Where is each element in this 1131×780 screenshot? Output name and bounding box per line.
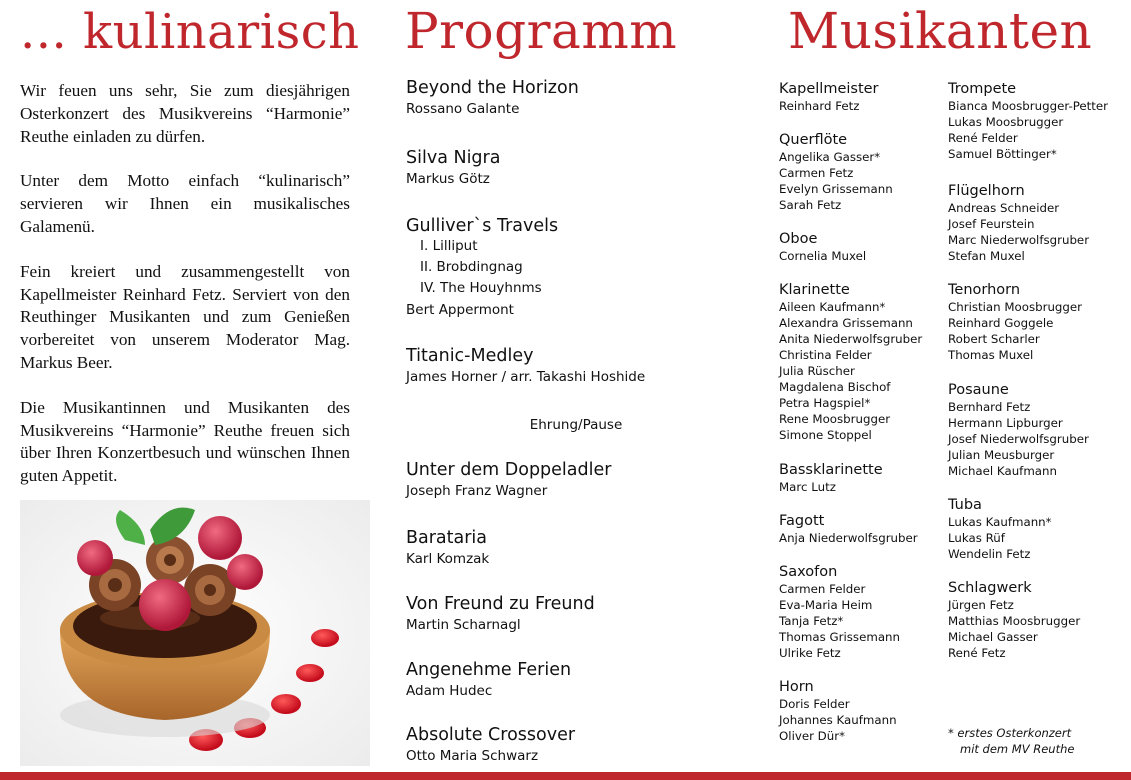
musician-name: Matthias Moosbrugger [948, 614, 1081, 628]
title-kulinarisch: ... kulinarisch [20, 4, 360, 60]
musician-name: Oliver Dür* [779, 729, 845, 743]
musician-name: Reinhard Fetz [779, 99, 860, 113]
instrument-title: Bassklarinette [779, 462, 883, 478]
piece-composer: Martin Scharnagl [406, 617, 521, 633]
musician-name: Angelika Gasser* [779, 150, 881, 164]
pause-label: Ehrung/Pause [529, 417, 623, 433]
piece-title: Gulliver`s Travels [406, 216, 559, 236]
instrument-title: Horn [779, 679, 814, 695]
musician-name: Andreas Schneider [948, 201, 1060, 215]
piece-movement: II. Brobdingnag [420, 259, 523, 275]
musician-name: Lukas Moosbrugger [948, 115, 1064, 129]
musician-name: Anja Niederwolfsgruber [779, 531, 918, 545]
instrument-section [779, 678, 959, 744]
piece-composer: Karl Komzak [406, 551, 490, 567]
musician-name: Thomas Grissemann [779, 630, 901, 644]
instrument-section [948, 579, 1128, 661]
instrument-section [779, 512, 959, 546]
musician-name: Reinhard Goggele [948, 316, 1054, 330]
piece-movement: IV. The Houyhnms [420, 280, 542, 296]
instrument-title: Tenorhorn [948, 282, 1021, 298]
musician-name: Samuel Böttinger* [948, 147, 1057, 161]
musician-name: Robert Scharler [948, 332, 1040, 346]
musician-name: Julia Rüscher [779, 364, 855, 378]
instrument-title: Fagott [779, 513, 825, 529]
musician-name: Magdalena Bischof [779, 380, 891, 394]
musician-name: Cornelia Muxel [779, 249, 867, 263]
musician-name: Christian Moosbrugger [948, 300, 1083, 314]
instrument-section [948, 281, 1128, 363]
dessert-image [20, 500, 370, 766]
musician-name: René Fetz [948, 646, 1006, 660]
musician-name: Julian Meusburger [948, 448, 1055, 462]
piece-title: Absolute Crossover [406, 725, 576, 745]
intro-paragraph-4: Die Musikantinnen und Musikanten des Musikvereins “Harmonie” Reuthe freuen sich über Ihren Konzertbesuch und wünschen Ihnen guten Appetit. [20, 397, 350, 486]
footnote-line-2: mit dem MV Reuthe [960, 742, 1075, 756]
piece-composer: Bert Appermont [406, 302, 514, 318]
instrument-section [779, 281, 959, 443]
musician-name: Bernhard Fetz [948, 400, 1031, 414]
piece-title: Barataria [406, 528, 488, 548]
musician-name: Doris Felder [779, 697, 850, 711]
program-item [406, 148, 746, 187]
musician-name: Josef Feurstein [948, 217, 1035, 231]
musician-name: Anita Niederwolfsgruber [779, 332, 923, 346]
instrument-title: Flügelhorn [948, 183, 1025, 199]
musician-name: Hermann Lipburger [948, 416, 1063, 430]
instrument-title: Tuba [948, 497, 982, 513]
piece-composer: Rossano Galante [406, 101, 520, 117]
footnote-line-1: * erstes Osterkonzert [948, 726, 1072, 740]
program-item [406, 594, 746, 633]
musician-name: Bianca Moosbrugger-Petter [948, 99, 1109, 113]
musician-name: Carmen Felder [779, 582, 866, 596]
musician-name: Lukas Kaufmann* [948, 515, 1052, 529]
piece-movement: I. Lilliput [420, 238, 478, 254]
instrument-section [779, 230, 959, 264]
piece-composer: Adam Hudec [406, 683, 493, 699]
musician-name: Petra Hagspiel* [779, 396, 871, 410]
musician-name: Michael Kaufmann [948, 464, 1057, 478]
musician-name: Sarah Fetz [779, 198, 842, 212]
musician-name: Tanja Fetz* [779, 614, 844, 628]
instrument-section [779, 563, 959, 661]
title-musikanten: Musikanten [788, 2, 1093, 60]
piece-title: Unter dem Doppeladler [406, 460, 612, 480]
musician-name: Wendelin Fetz [948, 547, 1031, 561]
title-programm: Programm [405, 2, 678, 60]
program-item [406, 78, 746, 117]
musician-name: Eva-Maria Heim [779, 598, 873, 612]
instrument-title: Querflöte [779, 132, 848, 148]
musician-name: Jürgen Fetz [948, 598, 1014, 612]
program-item [406, 660, 746, 699]
musician-name: Josef Niederwolfsgruber [948, 432, 1089, 446]
instrument-title: Trompete [948, 81, 1017, 97]
piece-title: Angenehme Ferien [406, 660, 572, 680]
instrument-section [779, 80, 959, 114]
program-item [406, 528, 746, 567]
musician-name: Marc Niederwolfsgruber [948, 233, 1090, 247]
program-item [406, 346, 746, 385]
musician-name: Ulrike Fetz [779, 646, 841, 660]
musician-name: René Felder [948, 131, 1018, 145]
musician-name: Rene Moosbrugger [779, 412, 891, 426]
piece-composer: Otto Maria Schwarz [406, 748, 539, 764]
intro-paragraph-2: Unter dem Motto einfach “kulinarisch” servieren wir Ihnen ein musikalisches Galamenü. [20, 171, 350, 236]
piece-title: Silva Nigra [406, 148, 501, 168]
instrument-section [779, 461, 959, 495]
instrument-title: Klarinette [779, 282, 850, 298]
musician-name: Aileen Kaufmann* [779, 300, 886, 314]
musician-name: Michael Gasser [948, 630, 1038, 644]
piece-composer: Joseph Franz Wagner [406, 483, 548, 499]
instrument-title: Saxofon [779, 564, 838, 580]
footnote [948, 725, 1074, 757]
musician-name: Alexandra Grissemann [779, 316, 913, 330]
instrument-section [948, 80, 1128, 162]
musician-name: Stefan Muxel [948, 249, 1025, 263]
instrument-title: Schlagwerk [948, 580, 1032, 596]
musician-name: Evelyn Grissemann [779, 182, 893, 196]
bottom-accent-bar [0, 772, 1131, 780]
intro-paragraph-1: Wir feuen uns sehr, Sie zum diesjährigen Osterkonzert des Musikvereins “Harmonie” Reuthe einladen zu dürfen. [20, 81, 350, 146]
piece-title: Beyond the Horizon [406, 78, 579, 98]
intro-paragraph-3: Fein kreiert und zusammengestellt von Kapellmeister Reinhard Fetz. Serviert von den Reuthinger Musikanten und zum Genießen vorbereitet von unserem Moderator Mag. Markus Beer. [20, 261, 350, 372]
program-item [406, 460, 746, 499]
musician-name: Johannes Kaufmann [779, 713, 897, 727]
program-item [406, 216, 746, 318]
musician-name: Lukas Rüf [948, 531, 1005, 545]
musician-name: Thomas Muxel [948, 348, 1034, 362]
piece-composer: Markus Götz [406, 171, 490, 187]
instrument-section [779, 131, 959, 213]
instrument-title: Kapellmeister [779, 81, 879, 97]
piece-title: Titanic-Medley [406, 346, 534, 366]
instrument-title: Posaune [948, 382, 1009, 398]
intro-text [20, 80, 350, 510]
piece-composer: James Horner / arr. Takashi Hoshide [406, 369, 646, 385]
musician-name: Marc Lutz [779, 480, 836, 494]
instrument-section [948, 182, 1128, 264]
musician-name: Simone Stoppel [779, 428, 872, 442]
musician-name: Carmen Fetz [779, 166, 854, 180]
instrument-section [948, 496, 1128, 562]
instrument-section [948, 381, 1128, 479]
program-item [406, 725, 746, 764]
piece-title: Von Freund zu Freund [406, 594, 595, 614]
instrument-title: Oboe [779, 231, 818, 247]
musician-name: Christina Felder [779, 348, 872, 362]
